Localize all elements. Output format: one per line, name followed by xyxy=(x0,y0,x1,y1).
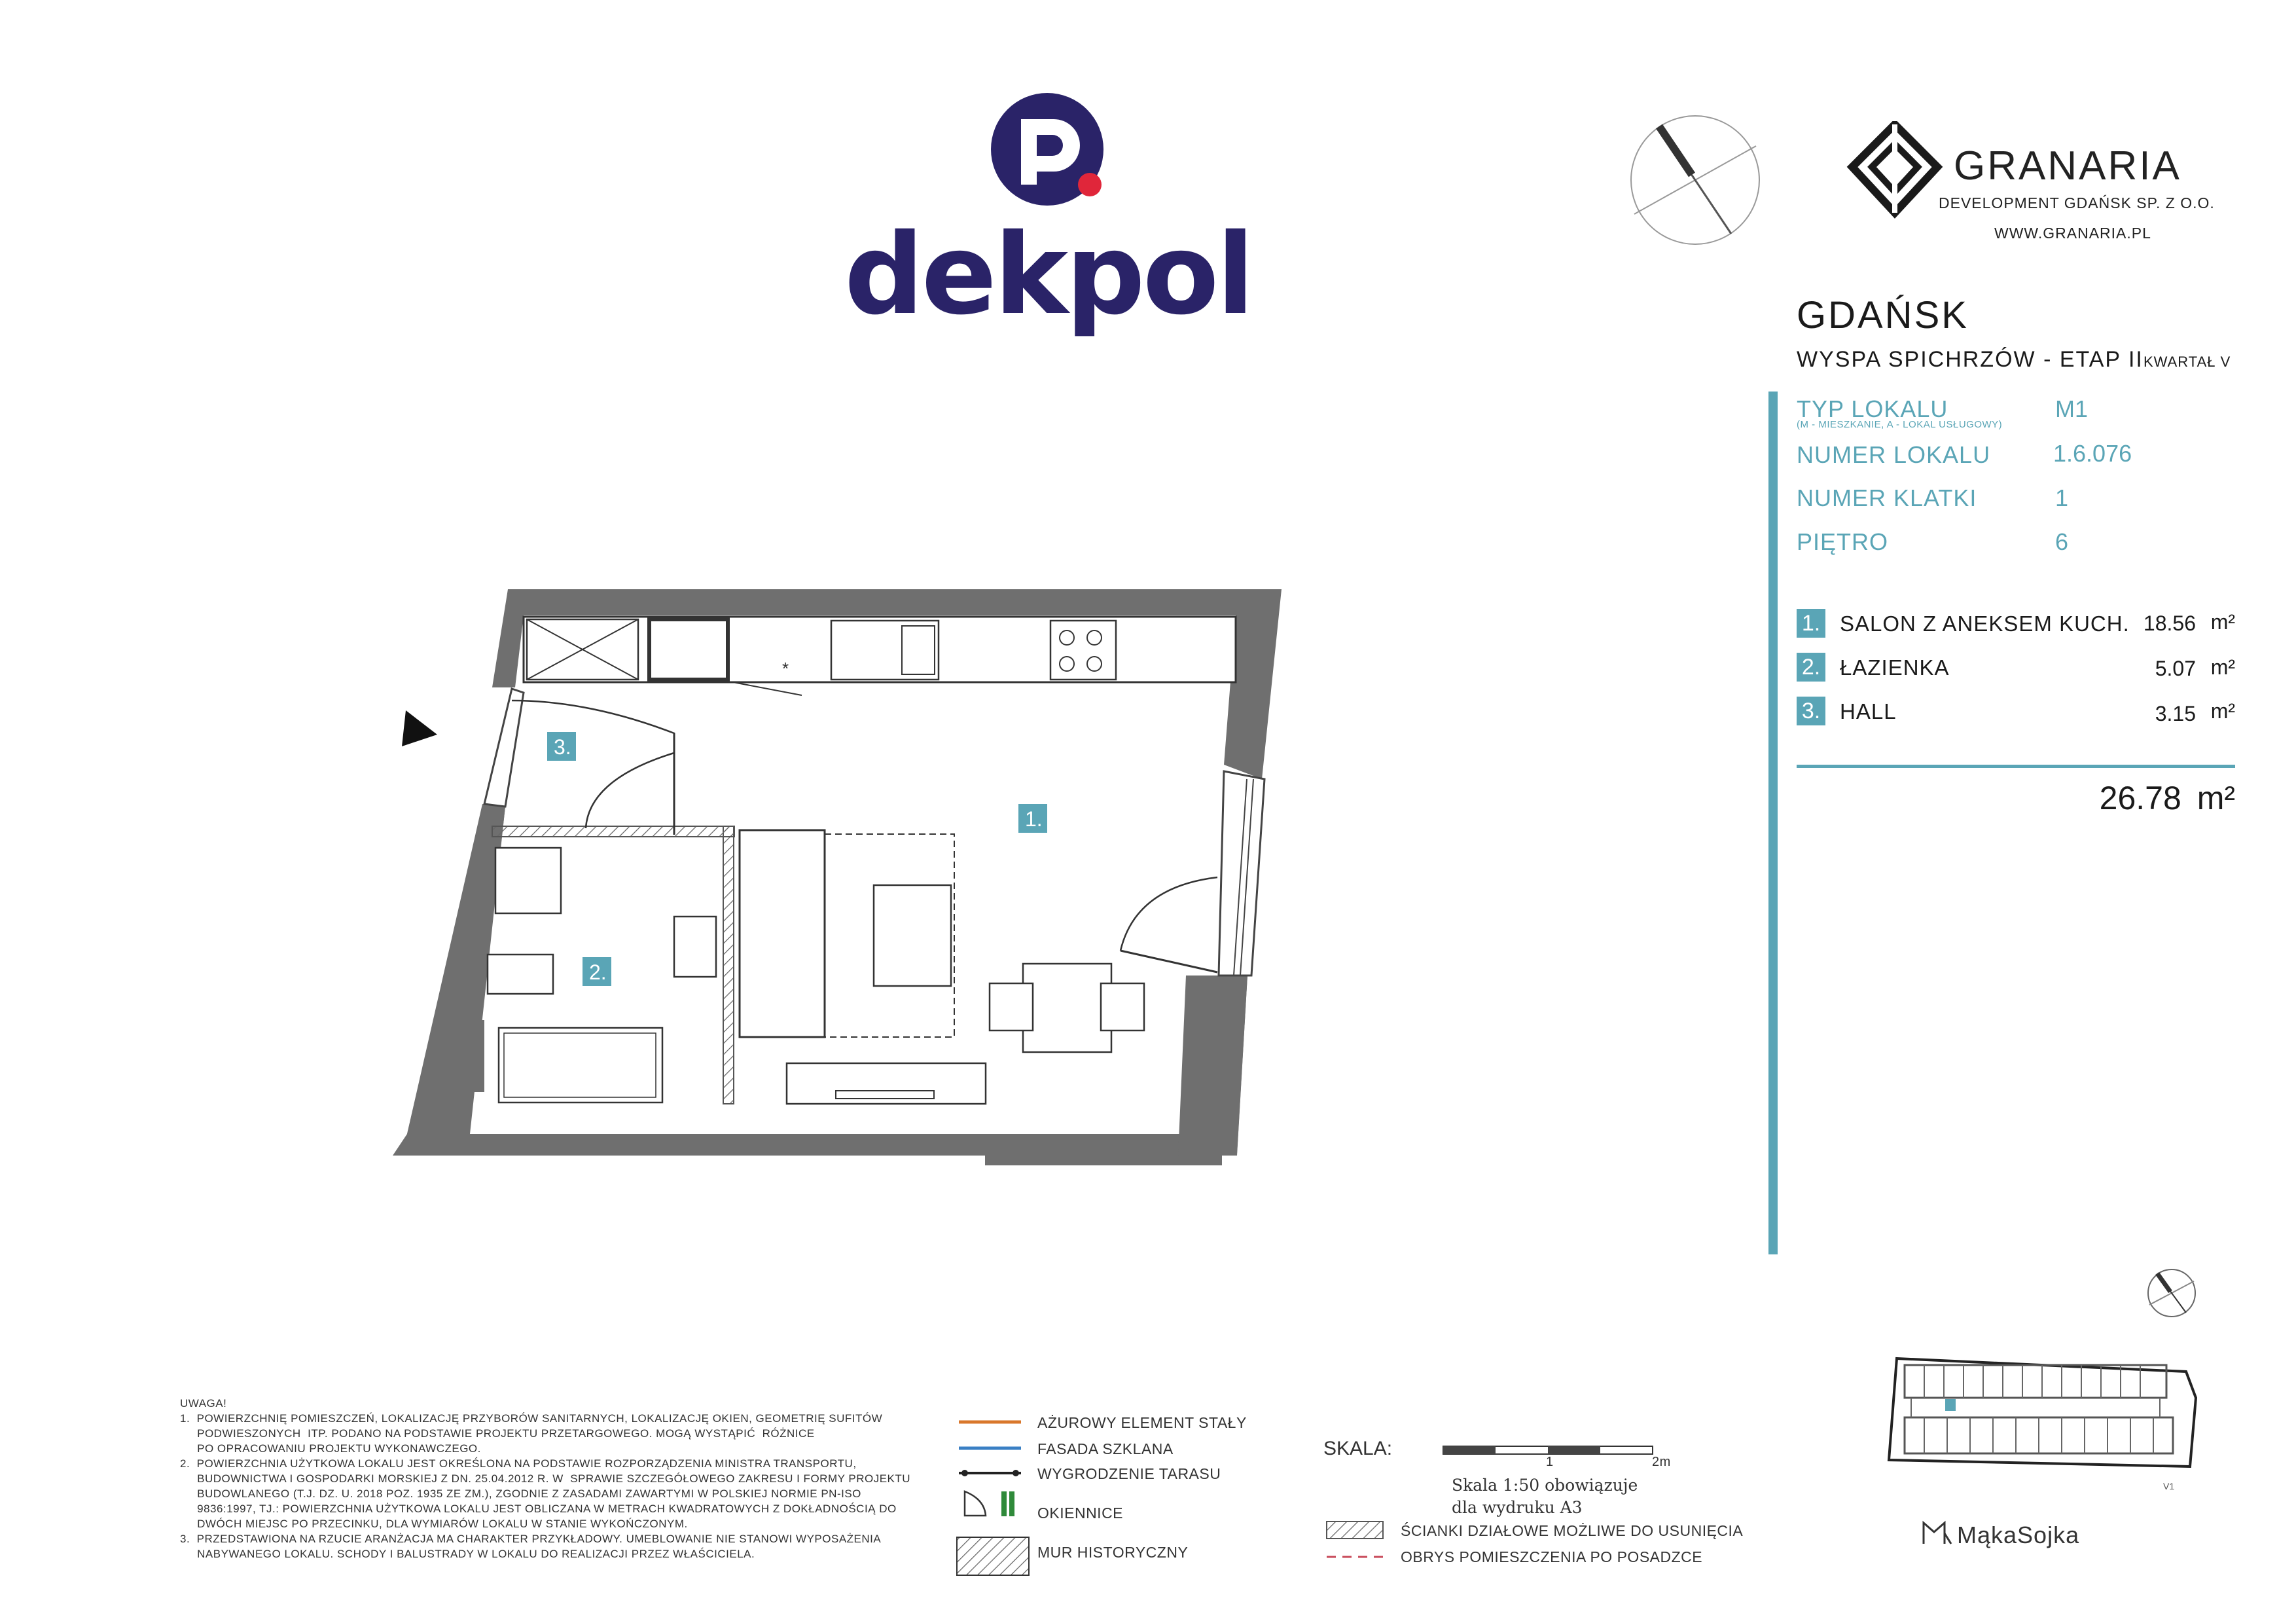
version-label: V1 xyxy=(2163,1481,2175,1491)
chair-right xyxy=(1101,983,1144,1030)
number-label: NUMER LOKALU xyxy=(1797,441,1991,468)
oven-box xyxy=(649,619,728,680)
site-plan xyxy=(1885,1352,2199,1470)
room-name: HALL xyxy=(1840,699,1897,723)
removable-walls-label: ŚCIANKI DZIAŁOWE MOŻLIWE DO USUNIĘCIA xyxy=(1401,1522,1744,1539)
floor-label: PIĘTRO xyxy=(1797,528,1889,555)
note-line: DWÓCH MIEJSC PO PRZECINKU, DLA WYMIARÓW LOKALU W STANIE WYKOŃCZONYM. xyxy=(180,1518,688,1530)
note-line: BUDOWLANEGO (T.J. DZ. U. 2018 POZ. 1935 ZE ZM.), ZGODNIE Z ZASADAMI ZAWARTYMI W POLSKIEJ NORMIE PN-ISO xyxy=(180,1487,861,1500)
room-name: ŁAZIENKA xyxy=(1840,655,1950,680)
scale-tick-2: 2m xyxy=(1652,1455,1671,1469)
dekpol-wordmark: dekpol xyxy=(844,210,1252,340)
granaria-subtitle: DEVELOPMENT GDAŃSK SP. Z O.O. xyxy=(1939,194,2215,211)
total-divider xyxy=(1797,765,2235,768)
floor-outline-icon xyxy=(1325,1552,1386,1562)
room-area-unit: m² xyxy=(2210,699,2235,723)
note-line: 1. POWIERZCHNIĘ POMIESZCZEŃ, LOKALIZACJĘ PRZYBORÓW SANITARNYCH, LOKALIZACJĘ OKIEN, GEOMETRIĘ SUFITÓW xyxy=(180,1412,883,1425)
legend-symbols xyxy=(956,1408,1034,1584)
sink-basin xyxy=(902,626,935,674)
room-row xyxy=(1797,697,2235,740)
removable-walls-icon xyxy=(1325,1520,1386,1541)
scale-note-2: dla wydruku A3 xyxy=(1452,1498,1583,1517)
bathtub-inner xyxy=(504,1033,656,1097)
note-line: PO OPRACOWANIU PROJEKTU WYKONAWCZEGO. xyxy=(180,1442,481,1455)
number-value: 1.6.076 xyxy=(2053,440,2132,467)
door-swing-balcony xyxy=(1121,877,1217,951)
room-list xyxy=(1797,609,2235,740)
compass-icon xyxy=(1626,115,1764,246)
total-area-value: 26.78 xyxy=(2099,780,2181,816)
type-value: M1 xyxy=(2055,395,2089,422)
svg-text:*: * xyxy=(782,659,789,678)
stair-label: NUMER KLATKI xyxy=(1797,484,1977,511)
toilet xyxy=(488,955,553,994)
dekpol-logo-mark xyxy=(844,79,1250,229)
granaria-name: GRANARIA xyxy=(1954,143,2181,189)
entrance-opening xyxy=(484,689,524,807)
right-lower-slab xyxy=(1178,976,1247,1156)
city-title: GDAŃSK xyxy=(1797,294,1969,337)
makasojka-wordmark: MąkaSojka xyxy=(1957,1522,2080,1548)
legend-label-4: OKIENNICE xyxy=(1037,1504,1124,1522)
bottom-wall-base xyxy=(407,1134,987,1155)
note-line: NABYWANEGO LOKALU. SCHODY I BALUSTRADY W LOKALU DO REALIZACJI PRZEZ WŁAŚCICIELA. xyxy=(180,1548,755,1560)
bath-partition-v xyxy=(723,826,734,1104)
door-swing-bath xyxy=(586,753,674,828)
room-label-2: 2. xyxy=(589,960,607,984)
room-area-unit: m² xyxy=(2210,655,2235,679)
room-number-badge: 3. xyxy=(1797,697,1825,725)
sofa xyxy=(740,830,825,1037)
scale-note-1: Skala 1:50 obowiązuje xyxy=(1452,1476,1638,1495)
room-number-badge: 2. xyxy=(1797,653,1825,682)
window-right xyxy=(1219,771,1265,976)
room-area: 18.56 xyxy=(2143,611,2196,635)
note-line: PODWIESZONYCH ITP. PODANO NA PODSTAWIE PROJEKTU PRZETARGOWEGO. MOGĄ WYSTĄPIĆ RÓŻNICE xyxy=(180,1427,815,1440)
granaria-logo-mark xyxy=(1846,121,1944,219)
total-area-unit: m² xyxy=(2197,780,2235,816)
dining-table xyxy=(1023,964,1111,1052)
room-area-unit: m² xyxy=(2210,610,2235,634)
note-line: BUDOWNICTWA I GOSPODARKI MORSKIEJ Z DN. 25.04.2012 R. W SPRAWIE SZCZEGÓŁOWEGO ZAKRESU I FORMY PROJEKTU xyxy=(180,1472,911,1485)
tv xyxy=(836,1091,934,1099)
legend-label-2: FASADA SZKLANA xyxy=(1037,1440,1174,1457)
entrance-arrow-icon xyxy=(402,710,437,746)
type-note: (M - MIESZKANIE, A - LOKAL USŁUGOWY) xyxy=(1797,419,2003,430)
room-label-1: 1. xyxy=(1025,807,1043,831)
floor-plan-main xyxy=(393,576,1309,1178)
bath-partition-h xyxy=(492,826,734,837)
room-name: SALON Z ANEKSEM KUCH. xyxy=(1840,611,2130,636)
scale-tick-1: 1 xyxy=(1546,1455,1554,1469)
quarter-label: KWARTAŁ V xyxy=(2144,354,2231,370)
notes-block xyxy=(180,1396,926,1561)
makasojka-logo-mark xyxy=(1921,1520,1954,1546)
type-label: TYP LOKALU xyxy=(1797,395,1948,422)
project-name: WYSPA SPICHRZÓW - ETAP II xyxy=(1797,347,2144,372)
note-line: 9836:1997, TJ.: POWIERZCHNIA UŻYTKOWA LOKALU JEST OBLICZANA W METRACH KWADRATOWYCH Z DOKŁADNOŚCIĄ DO xyxy=(180,1503,897,1515)
bath-small-block xyxy=(455,1020,484,1092)
stair-value: 1 xyxy=(2055,484,2069,511)
washbasin xyxy=(674,917,716,977)
legend-label-5: MUR HISTORYCZNY xyxy=(1037,1544,1189,1561)
shutter-icon xyxy=(965,1491,986,1516)
room-area: 3.15 xyxy=(2155,702,2196,725)
coffee-table xyxy=(874,885,951,986)
total-area xyxy=(2029,779,2235,817)
door-swing-hall xyxy=(512,701,674,835)
floor-value: 6 xyxy=(2055,528,2069,555)
washer xyxy=(495,848,561,913)
floor-outline-label: OBRYS POMIESZCZENIA PO POSADZCE xyxy=(1401,1548,1703,1565)
legend-label-1: AŻUROWY ELEMENT STAŁY xyxy=(1037,1414,1247,1431)
room-row xyxy=(1797,653,2235,697)
info-accent-bar xyxy=(1768,392,1778,1254)
dekpol-logo xyxy=(844,79,1250,340)
room-number-badge: 1. xyxy=(1797,609,1825,638)
chair-left xyxy=(990,983,1033,1030)
room-row xyxy=(1797,609,2235,653)
legend-label-3: WYGRODZENIE TARASU xyxy=(1037,1465,1221,1482)
granaria-website: WWW.GRANARIA.PL xyxy=(1994,225,2151,242)
notes-heading: UWAGA! xyxy=(180,1397,227,1410)
cooktop xyxy=(1050,621,1116,680)
historic-wall-icon xyxy=(957,1537,1029,1575)
compass-small-icon xyxy=(2145,1267,2198,1319)
note-line: 2. POWIERZCHNIA UŻYTKOWA LOKALU JEST OKREŚLONA NA PODSTAWIE ROZPORZĄDZENIA MINISTRA TRANSPORTU, xyxy=(180,1457,857,1470)
room-label-3: 3. xyxy=(554,735,571,759)
scale-label: SKALA: xyxy=(1323,1438,1393,1459)
room-area: 5.07 xyxy=(2155,657,2196,680)
note-line: 3. PRZEDSTAWIONA NA RZUCIE ARANŻACJA MA CHARAKTER PRZYKŁADOWY. UMEBLOWANIE NIE STANOWI WYPOSAŻENIA xyxy=(180,1533,882,1545)
